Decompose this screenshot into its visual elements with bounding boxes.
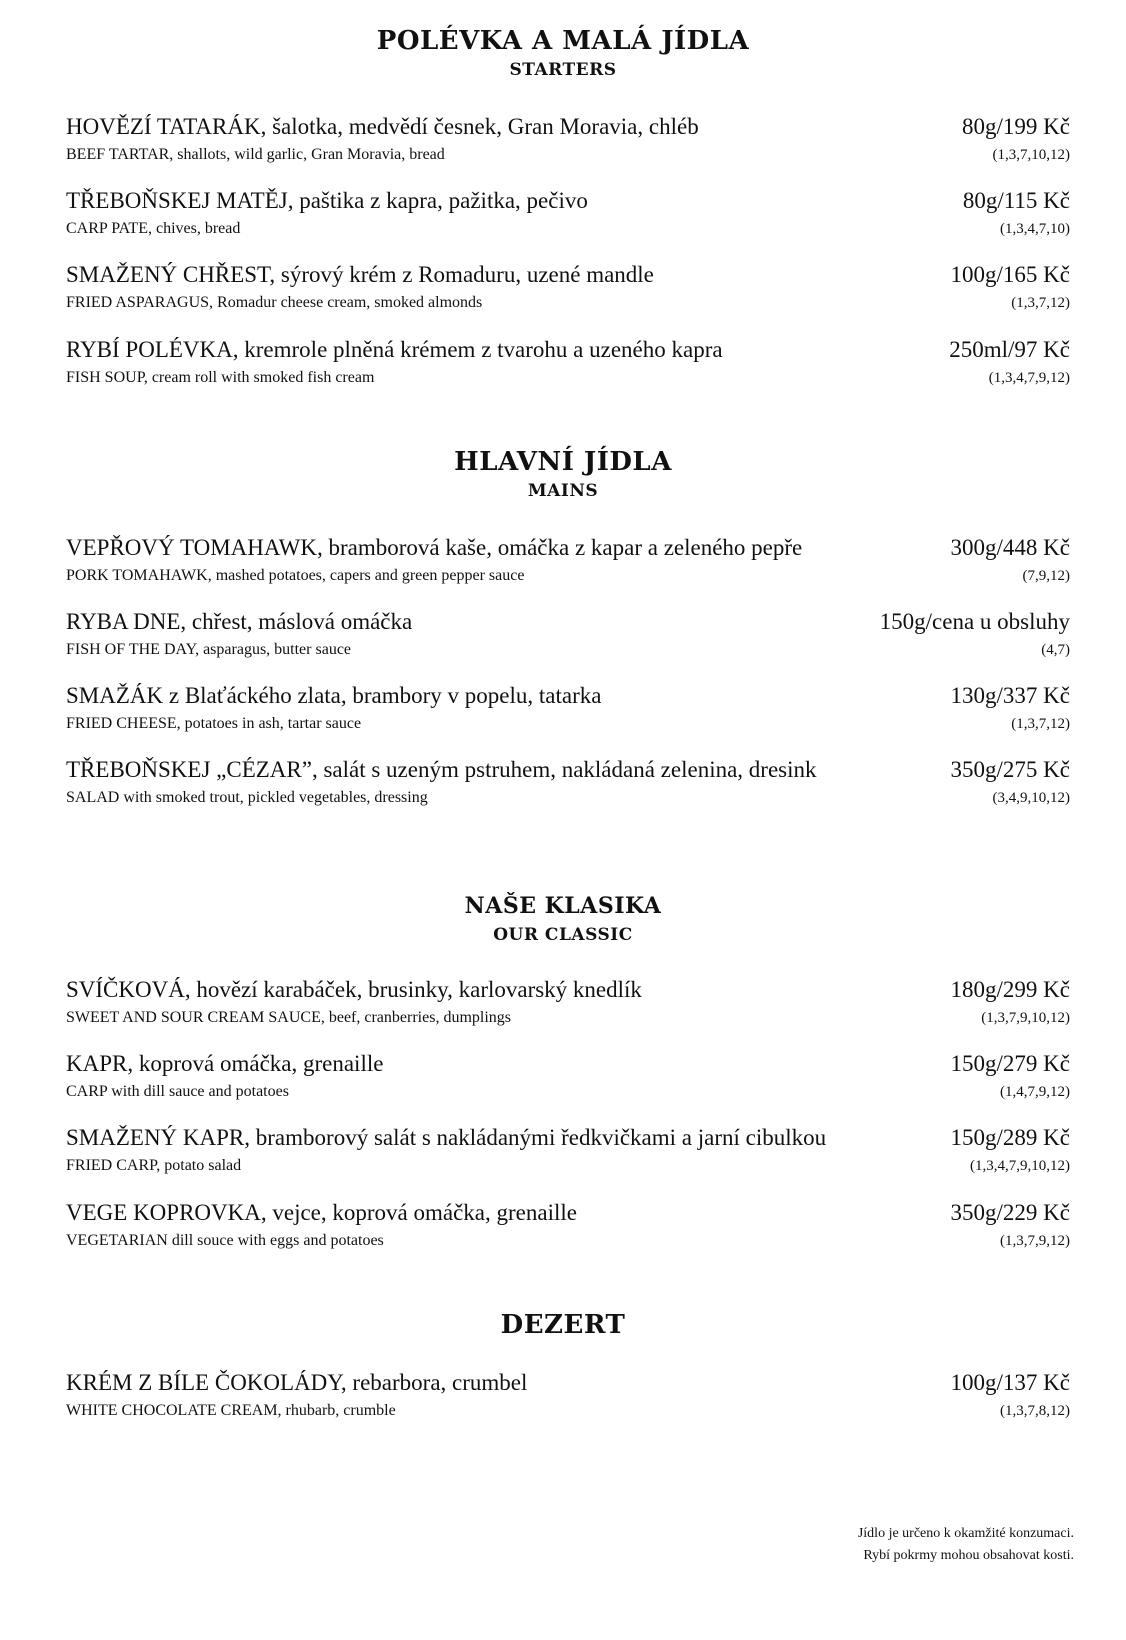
item-name: VEPŘOVÝ TOMAHAWK, bramborová kaše, omáčka z kapar a zeleného pepře <box>66 535 803 560</box>
section-subtitle: MAINS <box>527 481 599 501</box>
item-name: KRÉM Z BÍLE ČOKOLÁDY, rebarbora, crumbel <box>66 1370 528 1395</box>
item-allergens: (1,3,4,7,10) <box>1000 221 1070 237</box>
item-price: 180g/299 Kč <box>950 977 1070 1002</box>
item-allergens: (1,3,4,7,9,12) <box>988 370 1070 386</box>
item-price: 300g/448 Kč <box>950 535 1070 560</box>
item-english: PORK TOMAHAWK, mashed potatoes, capers and green pepper sauce <box>66 567 525 584</box>
section-mains <box>0 445 1126 503</box>
item-name: SMAŽÁK z Blaťáckého zlata, brambory v popelu, tatarka <box>66 683 602 708</box>
section-title: HLAVNÍ JÍDLA <box>454 447 672 477</box>
menu-item <box>66 1198 1070 1258</box>
section-starters <box>0 24 1126 82</box>
item-name: TŘEBOŇSKEJ MATĚJ, paštika z kapra, pažitka, pečivo <box>66 188 588 213</box>
item-name: RYBA DNE, chřest, máslová omáčka <box>66 609 413 634</box>
item-price: 80g/115 Kč <box>962 188 1070 213</box>
section-subtitle: STARTERS <box>509 60 617 80</box>
item-english: BEEF TARTAR, shallots, wild garlic, Gran Moravia, bread <box>66 146 445 163</box>
item-price: 100g/165 Kč <box>950 262 1070 287</box>
item-price: 350g/229 Kč <box>950 1200 1070 1225</box>
item-price: 150g/cena u obsluhy <box>879 609 1070 634</box>
item-price: 80g/199 Kč <box>962 114 1070 139</box>
menu-item <box>66 335 1070 395</box>
item-english: SALAD with smoked trout, pickled vegetables, dressing <box>66 789 428 806</box>
menu-item <box>66 681 1070 741</box>
footer-note <box>858 1523 1074 1567</box>
item-price: 350g/275 Kč <box>950 757 1070 782</box>
item-allergens: (1,3,7,10,12) <box>992 147 1070 163</box>
item-english: CARP with dill sauce and potatoes <box>66 1083 289 1100</box>
menu-item <box>66 112 1070 172</box>
item-price: 130g/337 Kč <box>950 683 1070 708</box>
item-price: 100g/137 Kč <box>950 1370 1070 1395</box>
item-english: CARP PATE, chives, bread <box>66 220 241 237</box>
item-allergens: (1,3,7,12) <box>1011 716 1070 732</box>
item-allergens: (1,3,7,8,12) <box>1000 1403 1070 1419</box>
item-name: RYBÍ POLÉVKA, kremrole plněná krémem z tvarohu a uzeného kapra <box>66 337 723 362</box>
item-english: FRIED CARP, potato salad <box>66 1157 242 1174</box>
item-english: FRIED ASPARAGUS, Romadur cheese cream, smoked almonds <box>66 294 483 311</box>
item-name: KAPR, koprová omáčka, grenaille <box>66 1051 384 1076</box>
item-english: FISH OF THE DAY, asparagus, butter sauce <box>66 641 352 658</box>
item-name: SVÍČKOVÁ, hovězí karabáček, brusinky, karlovarský knedlík <box>66 977 642 1002</box>
item-name: SMAŽENÝ KAPR, bramborový salát s nakládanými ředkvičkami a jarní cibulkou <box>66 1125 827 1150</box>
menu-item <box>66 1368 1070 1428</box>
item-price: 150g/289 Kč <box>950 1125 1070 1150</box>
item-english: FRIED CHEESE, potatoes in ash, tartar sauce <box>66 715 362 732</box>
item-price: 150g/279 Kč <box>950 1051 1070 1076</box>
item-name: VEGE KOPROVKA, vejce, koprová omáčka, grenaille <box>66 1200 577 1225</box>
item-allergens: (1,4,7,9,12) <box>1000 1084 1070 1100</box>
item-allergens: (4,7) <box>1041 642 1070 658</box>
item-allergens: (1,3,7,9,12) <box>1000 1233 1070 1249</box>
menu-item <box>66 607 1070 667</box>
menu-item <box>66 533 1070 593</box>
item-allergens: (1,3,4,7,9,10,12) <box>970 1158 1070 1174</box>
footer-note-line: Rybí pokrmy mohou obsahovat kosti. <box>863 1548 1074 1563</box>
section-dessert <box>0 1308 1126 1342</box>
item-allergens: (1,3,7,12) <box>1011 295 1070 311</box>
menu-item <box>66 1049 1070 1109</box>
section-subtitle: OUR CLASSIC <box>493 925 633 945</box>
item-name: TŘEBOŇSKEJ „CÉZAR”, salát s uzeným pstruhem, nakládaná zelenina, dresink <box>66 757 817 782</box>
footer-note-line: Jídlo je určeno k okamžité konzumaci. <box>857 1526 1074 1541</box>
item-english: VEGETARIAN dill souce with eggs and potatoes <box>66 1232 384 1249</box>
section-title: DEZERT <box>500 1310 626 1340</box>
section-classic <box>0 889 1126 947</box>
menu-item <box>66 975 1070 1035</box>
item-price: 250ml/97 Kč <box>949 337 1070 362</box>
section-title: POLÉVKA A MALÁ JÍDLA <box>376 26 750 56</box>
item-allergens: (7,9,12) <box>1022 568 1070 584</box>
menu-item <box>66 186 1070 246</box>
item-allergens: (1,3,7,9,10,12) <box>981 1010 1070 1026</box>
item-name: HOVĚZÍ TATARÁK, šalotka, medvědí česnek, Gran Moravia, chléb <box>66 114 699 139</box>
item-name: SMAŽENÝ CHŘEST, sýrový krém z Romaduru, uzené mandle <box>66 262 654 287</box>
menu-item <box>66 1123 1070 1183</box>
section-title: NAŠE KLASIKA <box>464 893 662 919</box>
menu-item <box>66 260 1070 320</box>
menu-item <box>66 755 1070 815</box>
item-english: WHITE CHOCOLATE CREAM, rhubarb, crumble <box>66 1402 396 1419</box>
item-english: SWEET AND SOUR CREAM SAUCE, beef, cranberries, dumplings <box>66 1009 511 1026</box>
item-allergens: (3,4,9,10,12) <box>992 790 1070 806</box>
item-english: FISH SOUP, cream roll with smoked fish cream <box>66 369 375 386</box>
